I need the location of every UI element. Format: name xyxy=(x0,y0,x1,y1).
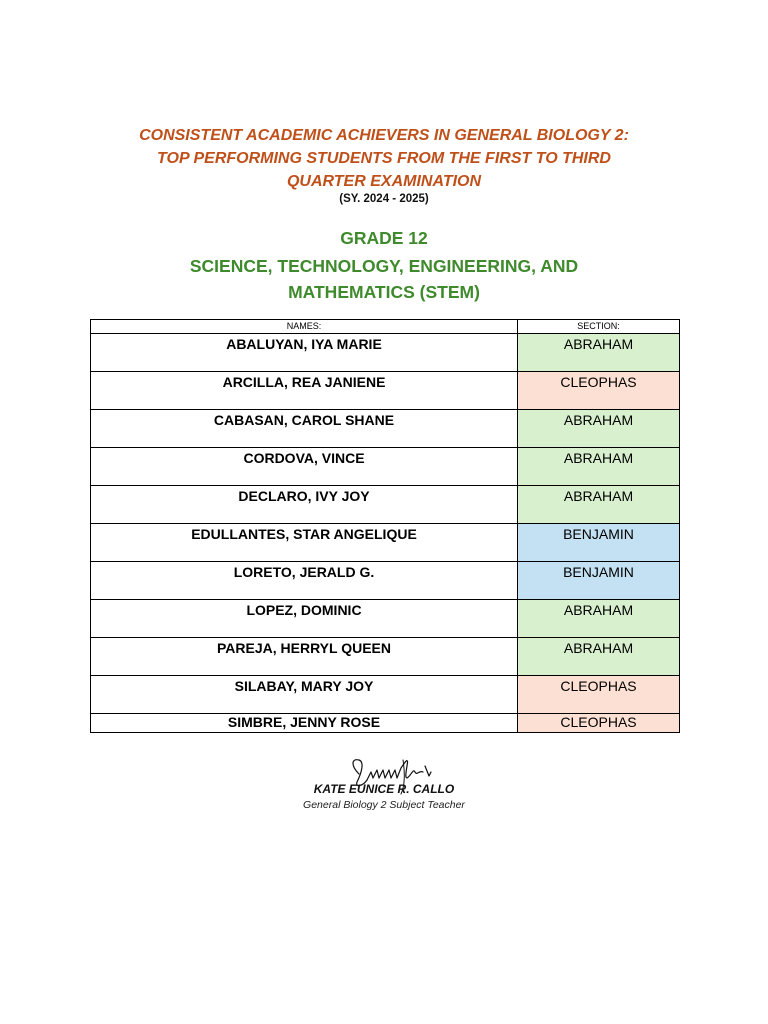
student-section: ABRAHAM xyxy=(518,334,680,372)
student-section: BENJAMIN xyxy=(518,524,680,562)
student-name: ABALUYAN, IYA MARIE xyxy=(91,334,518,372)
student-section: ABRAHAM xyxy=(518,638,680,676)
title-line-2: TOP PERFORMING STUDENTS FROM THE FIRST TO THIRD xyxy=(157,150,611,167)
section-column-header: SECTION: xyxy=(518,320,680,334)
strand-line-1: SCIENCE, TECHNOLOGY, ENGINEERING, AND xyxy=(189,256,579,276)
student-name: LORETO, JERALD G. xyxy=(91,562,518,600)
student-name: DECLARO, IVY JOY xyxy=(91,486,518,524)
student-name: CORDOVA, VINCE xyxy=(91,448,518,486)
table-row xyxy=(91,486,680,524)
document-title xyxy=(84,124,684,193)
grade-level: GRADE 12 xyxy=(340,228,428,248)
table-row xyxy=(91,410,680,448)
table-row xyxy=(91,334,680,372)
student-name: CABASAN, CAROL SHANE xyxy=(91,410,518,448)
student-section: ABRAHAM xyxy=(518,448,680,486)
student-name: SIMBRE, JENNY ROSE xyxy=(91,714,518,733)
student-section: BENJAMIN xyxy=(518,562,680,600)
student-roster-table xyxy=(90,319,680,733)
strand-line-2: MATHEMATICS (STEM) xyxy=(288,282,480,302)
table-row xyxy=(91,714,680,733)
teacher-role: General Biology 2 Subject Teacher xyxy=(303,799,465,811)
title-line-1: CONSISTENT ACADEMIC ACHIEVERS IN GENERAL BIOLOGY 2: xyxy=(139,127,629,144)
table-row xyxy=(91,524,680,562)
student-name: ARCILLA, REA JANIENE xyxy=(91,372,518,410)
student-name: SILABAY, MARY JOY xyxy=(91,676,518,714)
table-row xyxy=(91,448,680,486)
names-column-header: NAMES: xyxy=(91,320,518,334)
table-row xyxy=(91,638,680,676)
student-name: LOPEZ, DOMINIC xyxy=(91,600,518,638)
strand-title xyxy=(84,253,684,305)
table-row xyxy=(91,676,680,714)
school-year: (SY. 2024 - 2025) xyxy=(339,193,429,205)
student-section: ABRAHAM xyxy=(518,410,680,448)
student-section: CLEOPHAS xyxy=(518,714,680,733)
teacher-name: KATE EUNICE R. CALLO xyxy=(313,782,455,796)
table-row xyxy=(91,562,680,600)
table-header-row xyxy=(91,320,680,334)
student-section: CLEOPHAS xyxy=(518,676,680,714)
student-name: EDULLANTES, STAR ANGELIQUE xyxy=(91,524,518,562)
table-row xyxy=(91,600,680,638)
student-section: CLEOPHAS xyxy=(518,372,680,410)
title-line-3: QUARTER EXAMINATION xyxy=(286,173,482,190)
table-row xyxy=(91,372,680,410)
student-section: ABRAHAM xyxy=(518,600,680,638)
student-section: ABRAHAM xyxy=(518,486,680,524)
student-name: PAREJA, HERRYL QUEEN xyxy=(91,638,518,676)
